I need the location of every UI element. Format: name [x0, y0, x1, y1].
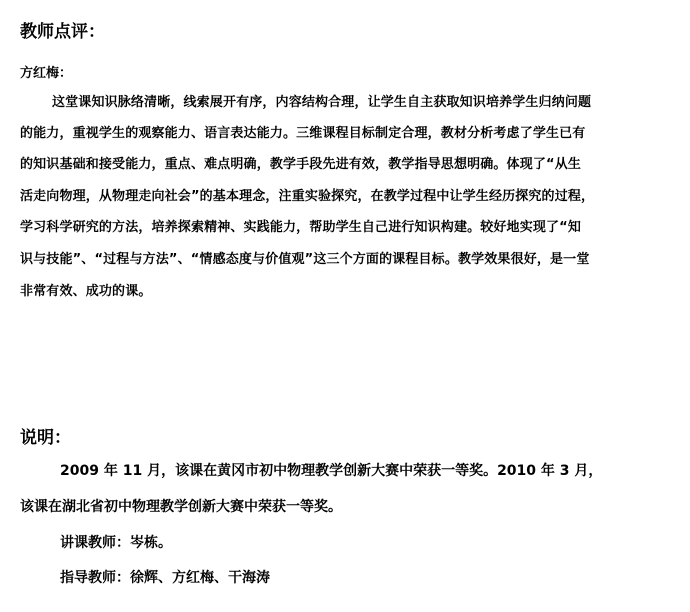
evaluation-line: 的能力，重视学生的观察能力、语言表达能力。三维课程目标制定合理，教材分析考虑了学生已有 — [20, 126, 586, 141]
award-line: 2009 年 11 月，该课在黄冈市初中物理教学创新大赛中荣获一等奖。2010 年 3 月， — [60, 463, 603, 479]
evaluation-line: 的知识基础和接受能力，重点、难点明确，教学手段先进有效，教学指导思想明确。体现了“从生 — [20, 157, 581, 172]
evaluation-heading: 教师点评： — [20, 22, 105, 42]
evaluation-line: 识与技能”、“过程与方法”、“情感态度与价值观”这三个方面的课程目标。教学效果很好，是一堂 — [20, 252, 590, 267]
evaluation-line: 活走向物理，从物理走向社会”的基本理念，注重实验探究，在教学过程中让学生经历探究的过程， — [20, 189, 595, 204]
lecturer-line: 讲课教师：岑栋。 — [60, 535, 172, 551]
evaluation-line: 非常有效、成功的课。 — [20, 284, 152, 299]
award-line: 该课在湖北省初中物理教学创新大赛中荣获一等奖。 — [20, 499, 342, 515]
evaluator-name: 方红梅： — [20, 66, 73, 81]
advisors-line: 指导教师：徐辉、方红梅、干海涛 — [60, 570, 270, 586]
evaluation-line: 这堂课知识脉络清晰，线索展开有序，内容结构合理，让学生自主获取知识培养学生归纳问题 — [52, 95, 592, 110]
evaluation-line: 学习科学研究的方法，培养探索精神、实践能力，帮助学生自己进行知识构建。较好地实现了“知 — [20, 220, 581, 235]
notes-heading: 说明： — [20, 428, 71, 448]
